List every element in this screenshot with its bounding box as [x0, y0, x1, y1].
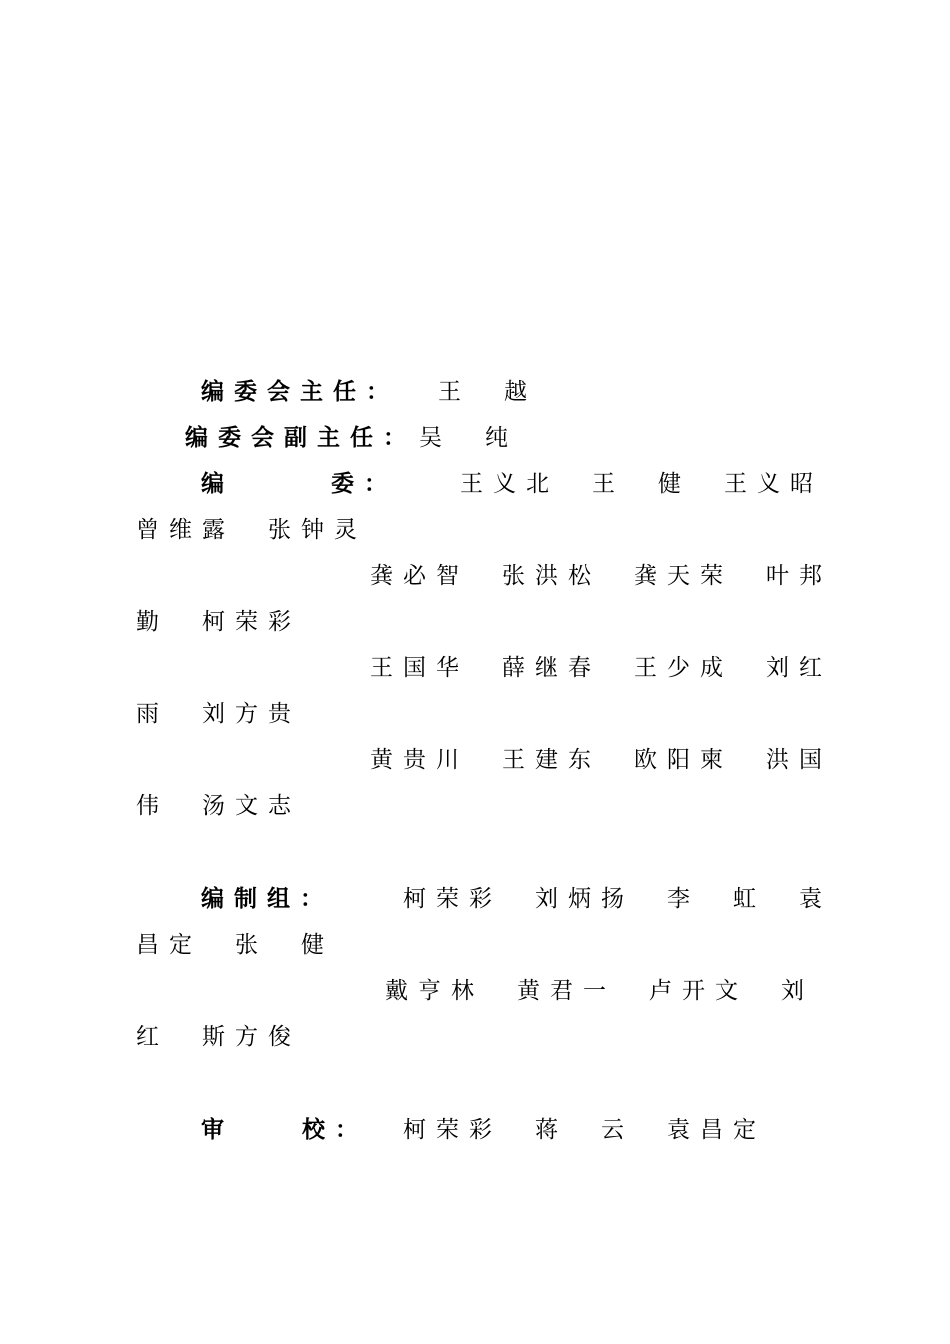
editing-group-line-2: 戴亨林 黄君一 卢开文 刘 — [385, 978, 814, 1004]
review-label-a: 审 — [201, 1117, 234, 1143]
chair-names: 王 越 — [438, 379, 537, 405]
editing-group-line-1-cont: 昌定 张 健 — [136, 932, 334, 958]
committee-line-2: 龚必智 张洪松 龚天荣 叶邦 — [370, 563, 832, 589]
committee-line-4-cont: 伟 汤文志 — [136, 793, 301, 819]
chair-label: 编委会主任： — [201, 379, 399, 405]
committee-line-2-cont: 勤 柯荣彩 — [136, 609, 301, 635]
committee-line-1-cont: 曾维露 张钟灵 — [136, 517, 367, 543]
committee-line-1: 王义北 王 健 王义昭 — [460, 471, 823, 497]
vice-chair-label: 编委会副主任： — [185, 425, 416, 451]
review-names: 柯荣彩 蒋 云 袁昌定 — [403, 1117, 766, 1143]
editing-group-line-2-cont: 红 斯方俊 — [136, 1024, 301, 1050]
committee-line-3: 王国华 薛继春 王少成 刘红 — [370, 655, 832, 681]
committee-label-a: 编 — [201, 471, 234, 497]
vice-chair-names: 吴 纯 — [419, 425, 518, 451]
editing-group-line-1: 柯荣彩 刘炳扬 李 虹 袁 — [403, 886, 832, 912]
review-label-b: 校： — [302, 1117, 368, 1143]
committee-line-4: 黄贵川 王建东 欧阳柬 洪国 — [370, 747, 832, 773]
committee-line-3-cont: 雨 刘方贵 — [136, 701, 301, 727]
committee-label-b: 委： — [331, 471, 397, 497]
editing-group-label: 编制组： — [201, 886, 333, 912]
